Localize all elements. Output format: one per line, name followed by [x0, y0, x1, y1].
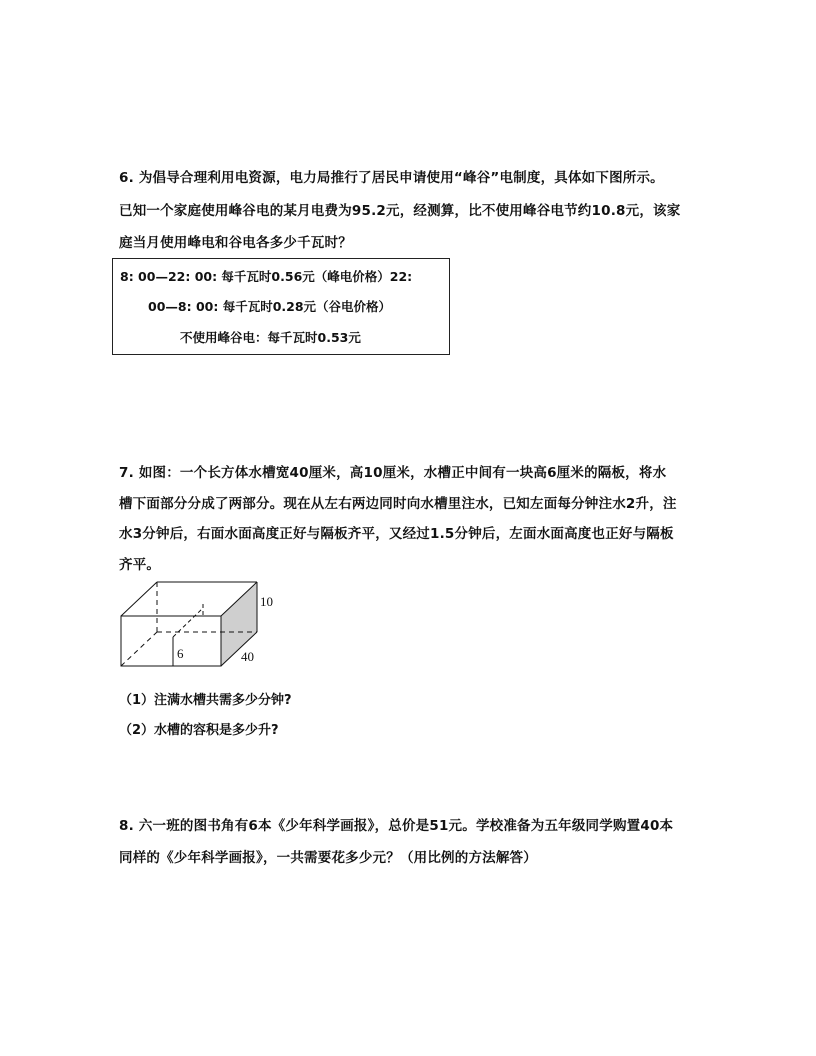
- q6-line-2: 已知一个家庭使用峰谷电的某月电费为95.2元，经测算，比不使用峰谷电节约10.8元，该家: [119, 203, 681, 219]
- q7-subquestion-2: （2）水槽的容积是多少升?: [119, 723, 279, 738]
- partition-height-label: 6: [177, 646, 184, 661]
- q7-line-4: 齐平。: [119, 557, 161, 573]
- tank-front-face: [121, 616, 221, 666]
- width-label: 40: [241, 649, 254, 664]
- water-tank-figure: [112, 578, 292, 670]
- price-box-line-1: 8: 00—22: 00: 每千瓦时0.56元（峰电价格）22:: [120, 269, 413, 284]
- price-box-line-3: 不使用峰谷电：每千瓦时0.53元: [180, 330, 361, 345]
- q8-line-2: 同样的《少年科学画报》，一共需要花多少元？（用比例的方法解答）: [119, 850, 537, 866]
- q6-line-1: 6. 为倡导合理利用电资源，电力局推行了居民申请使用“峰谷”电制度，具体如下图所示。: [119, 170, 664, 186]
- q8-line-1: 8. 六一班的图书角有6本《少年科学画报》，总价是51元。学校准备为五年级同学购置40本: [119, 818, 674, 834]
- height-label: 10: [260, 594, 273, 609]
- q7-line-1: 7. 如图：一个长方体水槽宽40厘米，高10厘米，水槽正中间有一块高6厘米的隔板，将水: [119, 465, 667, 481]
- q7-line-3: 水3分钟后，右面水面高度正好与隔板齐平，又经过1.5分钟后，左面水面高度也正好与隔板: [119, 526, 674, 542]
- price-box: [112, 258, 450, 355]
- price-box-line-2: 00—8: 00: 每千瓦时0.28元（谷电价格）: [148, 299, 392, 314]
- q6-line-3: 庭当月使用峰电和谷电各多少千瓦时？: [119, 235, 352, 251]
- q7-subquestion-1: （1）注满水槽共需多少分钟?: [119, 693, 292, 708]
- q7-line-2: 槽下面部分分成了两部分。现在从左右两边同时向水槽里注水，已知左面每分钟注水2升，注: [119, 496, 677, 512]
